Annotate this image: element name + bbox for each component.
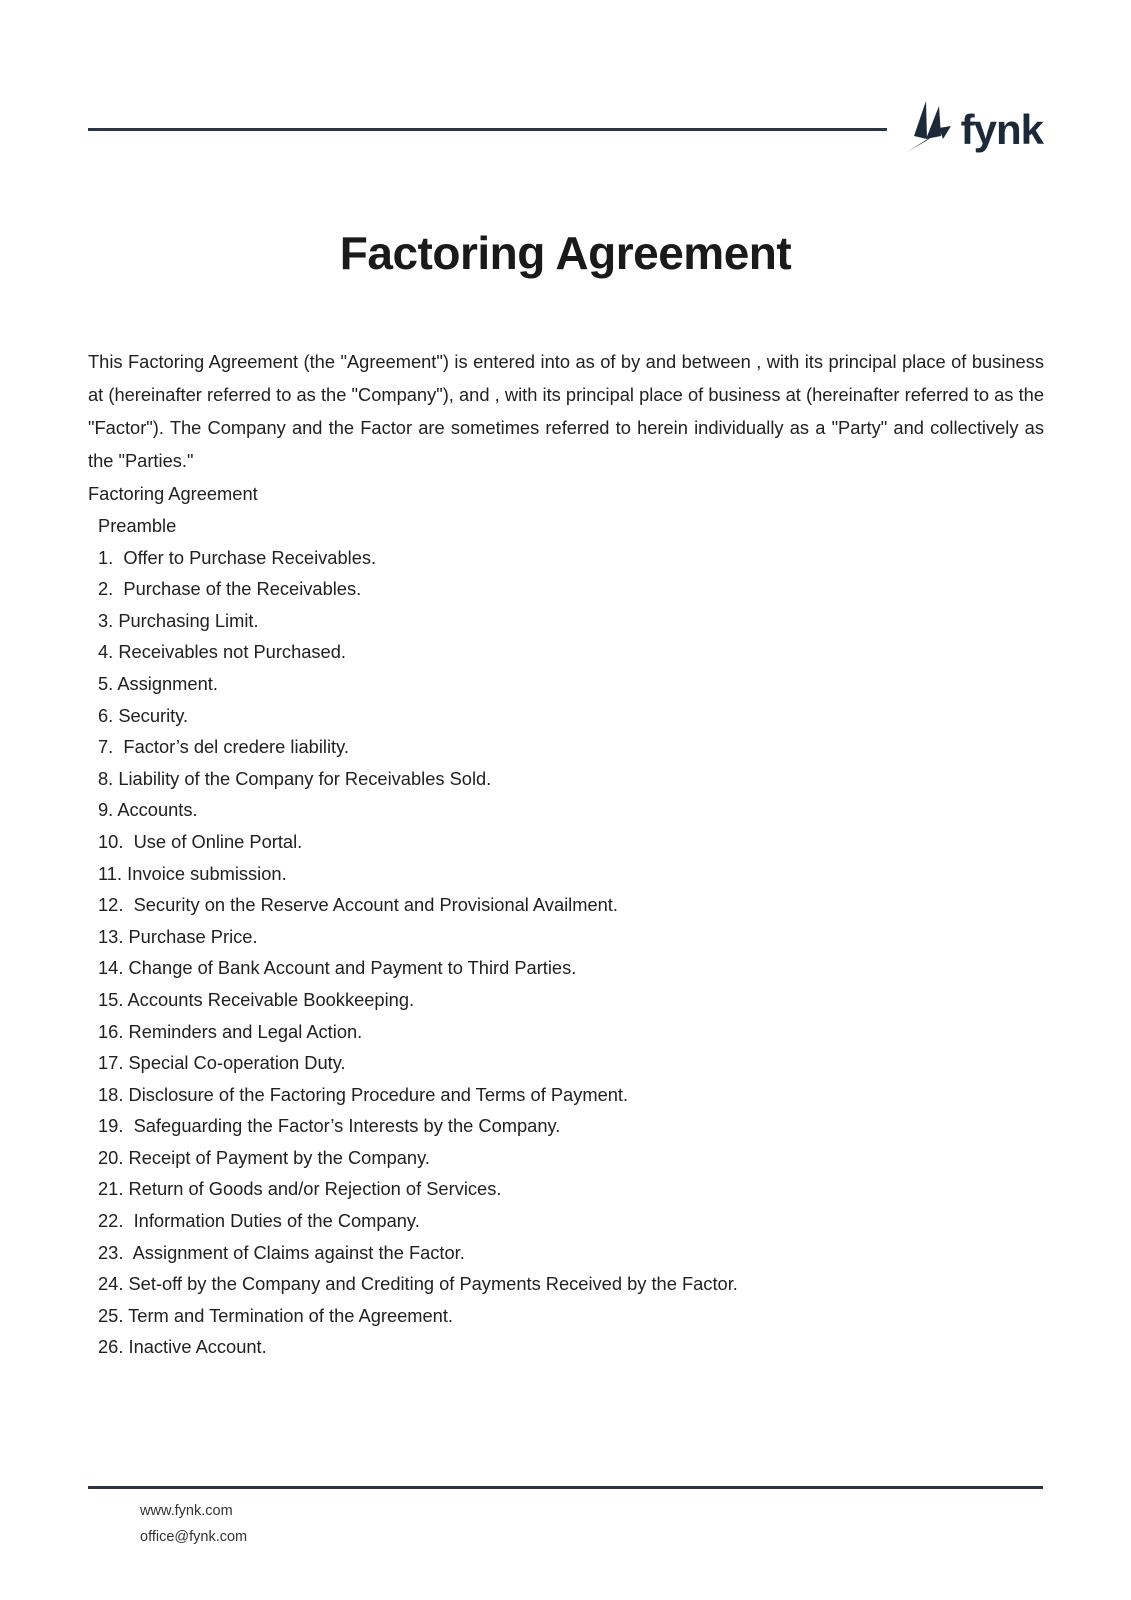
footer-contact [88,1489,1043,1550]
footer-website: www.fynk.com [140,1503,233,1519]
toc-item: 19. Safeguarding the Factor’s Interests by the Company. [98,1115,561,1137]
toc-item: 20. Receipt of Payment by the Company. [98,1146,430,1168]
fynk-logo [905,101,1043,158]
toc-item: 15. Accounts Receivable Bookkeeping. [98,988,415,1010]
toc-item: 24. Set-off by the Company and Crediting of Payments Received by the Factor. [98,1273,738,1295]
toc-item: 23. Assignment of Claims against the Factor. [98,1241,465,1263]
toc-heading: Factoring Agreement [88,483,258,504]
intro-paragraph: This Factoring Agreement (the "Agreement") is entered into as of by and between , with its principal place of business at (hereinafter referred to as the "Company"), and , with its principal place of business at (hereinafter referred to as the "Factor"). The Company and the Factor are sometimes referred to herein individually as a "Party" and collectively as the "Parties." [88,351,1044,471]
toc-item: 12. Security on the Reserve Account and Provisional Availment. [98,894,618,916]
toc-item: 14. Change of Bank Account and Payment to Third Parties. [98,957,577,979]
origami-bird-icon [905,101,951,158]
toc-item: 17. Special Co-operation Duty. [98,1052,346,1074]
header-rule [88,128,887,131]
toc-item: 1. Offer to Purchase Receivables. [98,546,377,568]
toc-item: 6. Security. [98,704,189,726]
toc-item: 11. Invoice submission. [98,862,287,884]
footer-email: office@fynk.com [140,1529,248,1545]
toc-item: 7. Factor’s del credere liability. [98,736,349,758]
toc-item: 4. Receivables not Purchased. [98,641,346,663]
toc-item: 21. Return of Goods and/or Rejection of Services. [98,1178,502,1200]
toc-item: 16. Reminders and Legal Action. [98,1020,363,1042]
toc-item: 2. Purchase of the Receivables. [98,578,362,600]
toc-item: 9. Accounts. [98,799,198,821]
toc-item: 18. Disclosure of the Factoring Procedure and Terms of Payment. [98,1083,629,1105]
toc-item: 5. Assignment. [98,672,218,694]
toc-item: 10. Use of Online Portal. [98,830,303,852]
toc-item: 26. Inactive Account. [98,1336,267,1358]
toc-item: 13. Purchase Price. [98,925,258,947]
brand-name: fynk [960,105,1043,153]
toc-item: 22. Information Duties of the Company. [98,1210,420,1232]
toc-item: 3. Purchasing Limit. [98,609,259,631]
toc-item: Preamble [98,515,177,536]
document-body [88,345,1044,1363]
page-footer [88,1486,1043,1550]
toc-item: 25. Term and Termination of the Agreement. [98,1304,453,1326]
table-of-contents [88,510,1044,1363]
page-header [88,101,1043,158]
document-title: Factoring Agreement [339,227,792,279]
toc-item: 8. Liability of the Company for Receivables Sold. [98,767,492,789]
